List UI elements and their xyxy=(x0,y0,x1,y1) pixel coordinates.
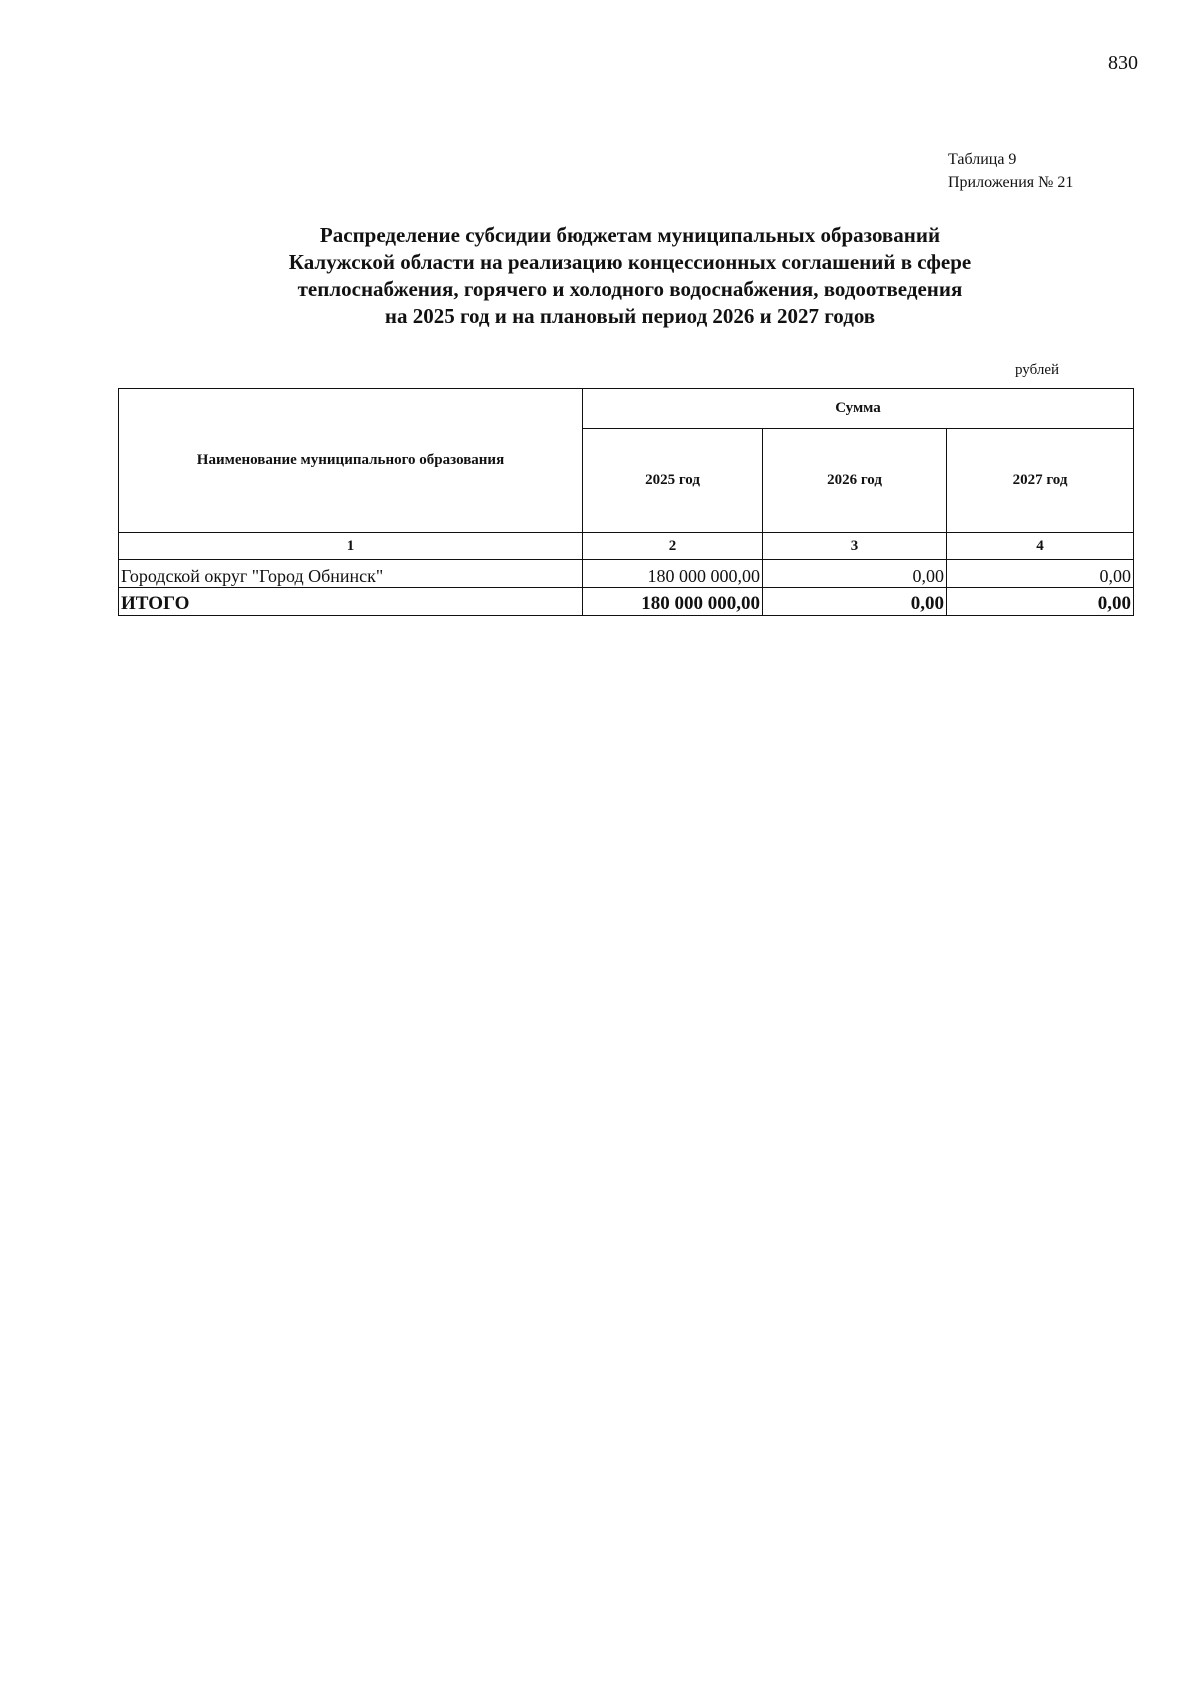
table-row xyxy=(119,560,1134,588)
year-header-2026: 2026 год xyxy=(763,429,947,533)
title-line: на 2025 год и на плановый период 2026 и 2027 годов xyxy=(384,304,876,328)
document-title xyxy=(160,222,1100,330)
sum-header: Сумма xyxy=(583,389,1134,429)
title-line: Распределение субсидии бюджетам муниципальных образований xyxy=(319,223,941,247)
subsidy-table xyxy=(118,388,1134,616)
column-number: 3 xyxy=(763,533,947,560)
appendix-reference xyxy=(948,148,1073,194)
year-header-2027: 2027 год xyxy=(947,429,1134,533)
total-2025: 180 000 000,00 xyxy=(583,588,763,616)
total-2027: 0,00 xyxy=(947,588,1134,616)
column-number: 4 xyxy=(947,533,1134,560)
table-reference: Таблица 9 xyxy=(948,151,1017,168)
year-header-2025: 2025 год xyxy=(583,429,763,533)
column-number-row xyxy=(119,533,1134,560)
column-number: 1 xyxy=(119,533,583,560)
municipality-name-header: Наименование муниципального образования xyxy=(119,389,583,533)
municipality-name: Городской округ "Город Обнинск" xyxy=(119,560,583,588)
total-label: ИТОГО xyxy=(119,588,583,616)
page-number: 830 xyxy=(1108,52,1138,74)
amount-2025: 180 000 000,00 xyxy=(583,560,763,588)
amount-2026: 0,00 xyxy=(763,560,947,588)
total-row xyxy=(119,588,1134,616)
title-line: теплоснабжения, горячего и холодного водоснабжения, водоотведения xyxy=(297,277,963,301)
column-number: 2 xyxy=(583,533,763,560)
appendix-number: Приложения № 21 xyxy=(948,174,1074,191)
amount-2027: 0,00 xyxy=(947,560,1134,588)
title-line: Калужской области на реализацию концессионных соглашений в сфере xyxy=(288,250,972,274)
units-label: рублей xyxy=(1015,362,1060,378)
total-2026: 0,00 xyxy=(763,588,947,616)
